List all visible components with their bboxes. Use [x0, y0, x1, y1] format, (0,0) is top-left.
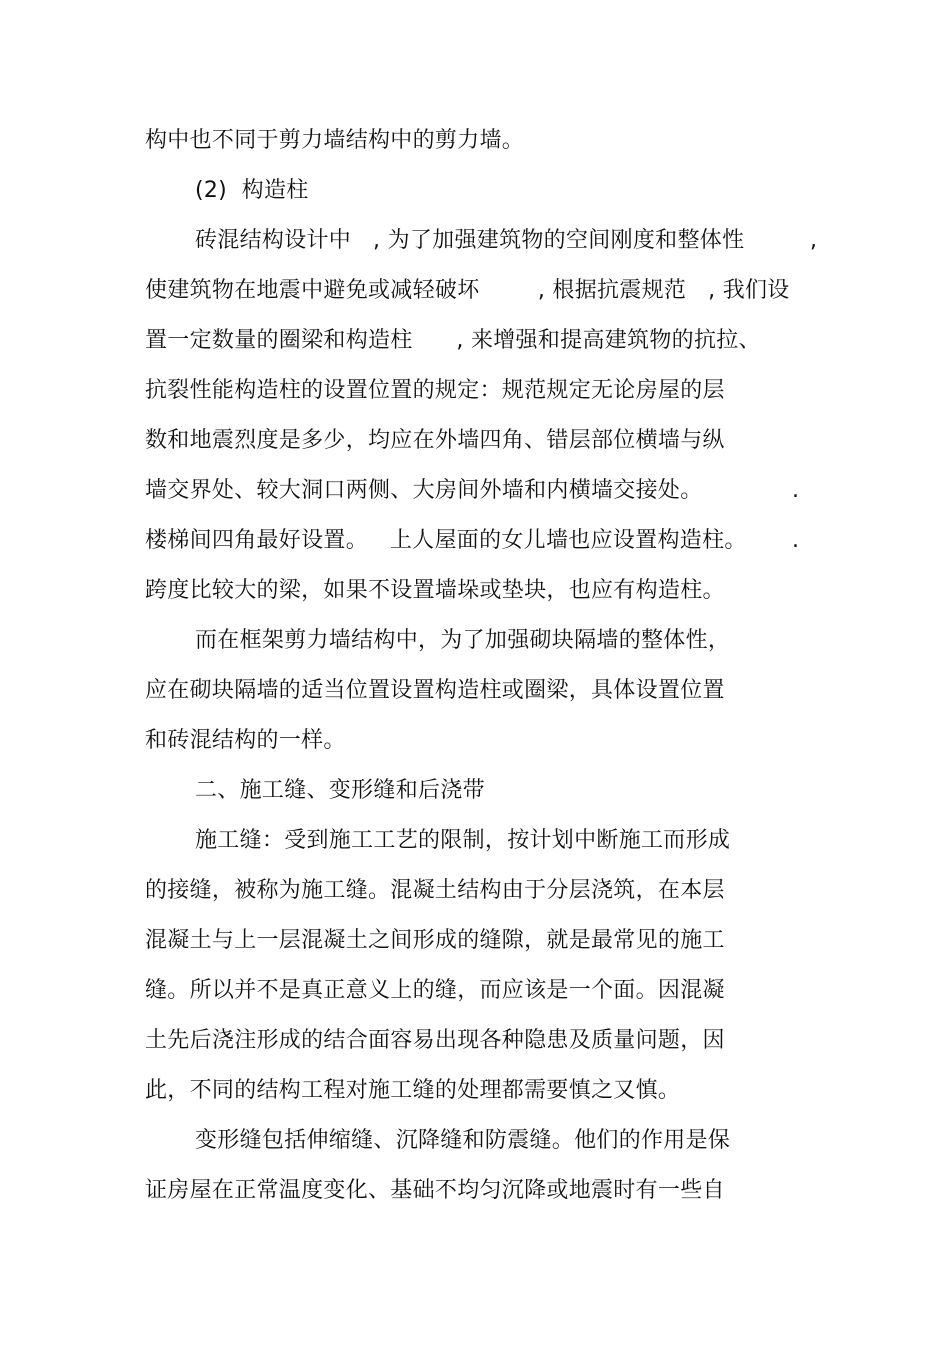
text-line-10: 跨度比较大的梁，如果不设置墙垛或垫块，也应有构造柱。	[145, 578, 725, 603]
text-line-13: 和砖混结构的一样。	[145, 728, 346, 753]
text-line-15: 施工缝：受到施工工艺的限制，按计划中断施工而形成	[195, 828, 731, 853]
stray-dot-2: .	[792, 528, 799, 553]
text-line-7: 数和地震烈度是多少，均应在外墙四角、错层部位横墙与纵	[145, 428, 725, 453]
text-line-21: 变形缝包括伸缩缝、沉降缝和防震缝。他们的作用是保	[195, 1128, 731, 1153]
text-line-6: 抗裂性能构造柱的设置位置的规定：规范规定无论房屋的层	[145, 378, 725, 403]
text-line-3: 砖混结构设计中 , 为了加强建筑物的空间刚度和整体性 ,	[195, 228, 818, 253]
text-line-9: 楼梯间四角最好设置。 上人屋面的女儿墙也应设置构造柱。	[145, 528, 747, 553]
text-line-20: 此，不同的结构工程对施工缝的处理都需要慎之又慎。	[145, 1078, 681, 1103]
subheading-construction-column: (2) 构造柱	[195, 178, 309, 203]
stray-dot-1: .	[792, 478, 799, 503]
text-line-16: 的接缝，被称为施工缝。混凝土结构由于分层浇筑，在本层	[145, 878, 725, 903]
text-line-5: 置一定数量的圈梁和构造柱 , 来增强和提高建筑物的抗拉、	[145, 328, 761, 353]
text-line-17: 混凝土与上一层混凝土之间形成的缝隙，就是最常见的施工	[145, 928, 725, 953]
text-line-11: 而在框架剪力墙结构中，为了加强砌块隔墙的整体性，	[195, 628, 731, 653]
text-line-22: 证房屋在正常温度变化、基础不均匀沉降或地震时有一些自	[145, 1178, 725, 1203]
text-line-4: 使建筑物在地震中避免或减轻破坏 , 根据抗震规范 , 我们设	[145, 278, 790, 303]
section-heading-2: 二、施工缝、变形缝和后浇带	[195, 778, 485, 803]
text-line-18: 缝。所以并不是真正意义上的缝，而应该是一个面。因混凝	[145, 978, 725, 1003]
text-line-1: 构中也不同于剪力墙结构中的剪力墙。	[145, 128, 525, 153]
text-line-19: 土先后浇注形成的结合面容易出现各种隐患及质量问题，因	[145, 1028, 725, 1053]
text-line-8: 墙交界处、较大洞口两侧、大房间外墙和内横墙交接处。	[145, 478, 703, 503]
text-line-12: 应在砌块隔墙的适当位置设置构造柱或圈梁，具体设置位置	[145, 678, 725, 703]
